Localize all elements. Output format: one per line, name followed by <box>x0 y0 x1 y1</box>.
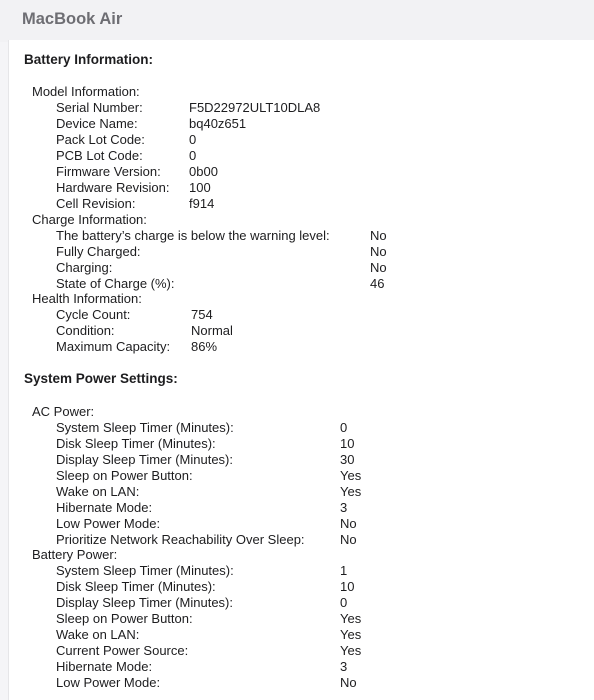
ac-sleep-power-button-label: Sleep on Power Button: <box>56 468 193 483</box>
serial-number-label: Serial Number: <box>56 100 143 115</box>
device-name-value: bq40z651 <box>189 116 247 131</box>
ac-low-power-mode-value: No <box>340 516 357 531</box>
bat-current-power-source-value: Yes <box>340 643 362 658</box>
ac-display-sleep-label: Display Sleep Timer (Minutes): <box>56 452 233 467</box>
bat-disk-sleep-label: Disk Sleep Timer (Minutes): <box>56 579 216 594</box>
maximum-capacity-label: Maximum Capacity: <box>56 339 171 354</box>
maximum-capacity-value: 86% <box>191 339 218 354</box>
bat-low-power-mode-value: No <box>340 675 357 690</box>
condition-label: Condition: <box>56 323 115 338</box>
ac-disk-sleep-label: Disk Sleep Timer (Minutes): <box>56 436 216 451</box>
ac-wake-on-lan-value: Yes <box>340 484 362 499</box>
bat-sleep-power-button-value: Yes <box>340 611 362 626</box>
fully-charged-value: No <box>370 244 387 259</box>
ac-sleep-power-button-value: Yes <box>340 468 362 483</box>
charge-information-label: Charge Information: <box>32 212 147 227</box>
ac-wake-on-lan-label: Wake on LAN: <box>56 484 140 499</box>
title-bar <box>0 0 594 42</box>
warning-level-value: No <box>370 228 387 243</box>
firmware-version-label: Firmware Version: <box>56 164 161 179</box>
health-information-label: Health Information: <box>32 291 142 306</box>
battery-information-heading: Battery Information: <box>24 52 154 67</box>
model-information-label: Model Information: <box>32 84 140 99</box>
hardware-revision-label: Hardware Revision: <box>56 180 170 195</box>
condition-value: Normal <box>191 323 233 338</box>
ac-power-label: AC Power: <box>32 404 95 419</box>
cell-revision-value: f914 <box>189 196 215 211</box>
warning-level-label: The battery’s charge is below the warning level: <box>56 228 330 243</box>
cycle-count-value: 754 <box>191 307 213 322</box>
ac-disk-sleep-value: 10 <box>340 436 355 451</box>
ac-low-power-mode-label: Low Power Mode: <box>56 516 161 531</box>
pcb-lot-code-value: 0 <box>189 148 197 163</box>
bat-wake-on-lan-value: Yes <box>340 627 362 642</box>
ac-system-sleep-label: System Sleep Timer (Minutes): <box>56 420 234 435</box>
firmware-version-value: 0b00 <box>189 164 218 179</box>
hardware-revision-value: 100 <box>189 180 211 195</box>
battery-power-label: Battery Power: <box>32 547 118 562</box>
bat-wake-on-lan-label: Wake on LAN: <box>56 627 140 642</box>
cell-revision-label: Cell Revision: <box>56 196 136 211</box>
ac-system-sleep-value: 0 <box>340 420 348 435</box>
bat-display-sleep-label: Display Sleep Timer (Minutes): <box>56 595 233 610</box>
bat-system-sleep-value: 1 <box>340 563 348 578</box>
state-of-charge-label: State of Charge (%): <box>56 276 175 291</box>
device-name-label: Device Name: <box>56 116 138 131</box>
pack-lot-code-value: 0 <box>189 132 197 147</box>
charging-value: No <box>370 260 387 275</box>
ac-hibernate-mode-value: 3 <box>340 500 348 515</box>
charging-label: Charging: <box>56 260 113 275</box>
serial-number-value: F5D22972ULT10DLA8 <box>189 100 321 115</box>
pcb-lot-code-label: PCB Lot Code: <box>56 148 143 163</box>
ac-network-reachability-value: No <box>340 532 357 547</box>
state-of-charge-value: 46 <box>370 276 385 291</box>
cycle-count-label: Cycle Count: <box>56 307 131 322</box>
bat-display-sleep-value: 0 <box>340 595 348 610</box>
bat-sleep-power-button-label: Sleep on Power Button: <box>56 611 193 626</box>
bat-hibernate-mode-value: 3 <box>340 659 348 674</box>
ac-hibernate-mode-label: Hibernate Mode: <box>56 500 153 515</box>
bat-disk-sleep-value: 10 <box>340 579 355 594</box>
bat-low-power-mode-label: Low Power Mode: <box>56 675 161 690</box>
fully-charged-label: Fully Charged: <box>56 244 141 259</box>
pack-lot-code-label: Pack Lot Code: <box>56 132 145 147</box>
bat-system-sleep-label: System Sleep Timer (Minutes): <box>56 563 234 578</box>
ac-display-sleep-value: 30 <box>340 452 355 467</box>
detail-panel[interactable] <box>8 40 594 700</box>
window-title: MacBook Air <box>22 10 123 28</box>
ac-network-reachability-label: Prioritize Network Reachability Over Sleep: <box>56 532 305 547</box>
system-power-settings-heading: System Power Settings: <box>24 371 178 386</box>
bat-current-power-source-label: Current Power Source: <box>56 643 189 658</box>
bat-hibernate-mode-label: Hibernate Mode: <box>56 659 153 674</box>
